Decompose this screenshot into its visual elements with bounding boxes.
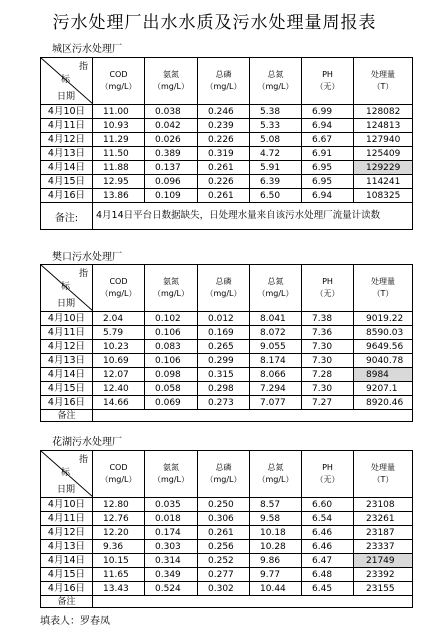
note-empty — [93, 410, 413, 422]
value-cell: 8.041 — [250, 312, 302, 326]
value-cell: 0.083 — [145, 340, 198, 354]
column-header-name: 总磷 — [215, 70, 232, 79]
value-cell: 8.57 — [250, 498, 302, 512]
date-cell: 4月15日 — [41, 382, 93, 396]
column-header-unit: （mg/L） — [257, 289, 294, 298]
table-row — [41, 396, 413, 410]
table-huahu — [40, 450, 413, 608]
value-cell: 23155 — [354, 582, 413, 596]
column-header-name: COD — [109, 463, 128, 472]
column-header — [145, 58, 198, 105]
value-cell: 7.30 — [302, 354, 354, 368]
column-header — [302, 58, 354, 105]
header-biao: 标 — [61, 468, 71, 478]
date-cell: 4月11日 — [41, 512, 93, 526]
date-cell: 4月11日 — [41, 326, 93, 340]
value-cell: 6.45 — [302, 582, 354, 596]
value-cell: 0.524 — [145, 582, 198, 596]
value-cell: 7.36 — [302, 326, 354, 340]
date-cell: 4月10日 — [41, 312, 93, 326]
table-row — [41, 105, 413, 119]
table-row — [41, 582, 413, 596]
value-cell: 9207.1 — [354, 382, 413, 396]
value-cell: 10.28 — [250, 540, 302, 554]
table-fankou — [40, 264, 413, 422]
column-header-name: 总氮 — [267, 277, 284, 286]
value-cell: 0.303 — [145, 540, 198, 554]
date-cell: 4月13日 — [41, 540, 93, 554]
plant-name-chengqu: 城区污水处理厂 — [52, 44, 122, 55]
value-cell: 0.102 — [145, 312, 198, 326]
table-row — [41, 354, 413, 368]
column-header — [145, 451, 198, 498]
table-row — [41, 568, 413, 582]
column-header-unit: （mg/L） — [100, 475, 137, 484]
value-cell: 127940 — [354, 133, 413, 147]
value-cell: 6.60 — [302, 498, 354, 512]
value-cell: 128082 — [354, 105, 413, 119]
column-header-name: 处理量 — [371, 277, 395, 286]
value-cell: 6.46 — [302, 540, 354, 554]
value-cell: 6.48 — [302, 568, 354, 582]
table-row — [41, 498, 413, 512]
value-cell: 23392 — [354, 568, 413, 582]
value-cell: 5.91 — [250, 161, 302, 175]
column-header-unit: （mg/L） — [205, 475, 242, 484]
value-cell: 12.40 — [93, 382, 145, 396]
value-cell: 0.169 — [198, 326, 250, 340]
value-cell: 14.66 — [93, 396, 145, 410]
header-row — [41, 58, 413, 105]
value-cell: 23187 — [354, 526, 413, 540]
date-cell: 4月16日 — [41, 582, 93, 596]
table-row — [41, 540, 413, 554]
column-header — [354, 58, 413, 105]
value-cell: 23261 — [354, 512, 413, 526]
column-header-unit: （mg/L） — [205, 82, 242, 91]
column-header — [302, 265, 354, 312]
value-cell: 0.106 — [145, 354, 198, 368]
table-row — [41, 161, 413, 175]
value-cell: 8.174 — [250, 354, 302, 368]
column-header-name: 氨氮 — [163, 463, 179, 472]
value-cell: 6.99 — [302, 105, 354, 119]
header-date: 日期 — [57, 485, 76, 495]
column-header — [145, 265, 198, 312]
value-cell: 0.314 — [145, 554, 198, 568]
value-cell: 10.69 — [93, 354, 145, 368]
column-header — [250, 58, 302, 105]
value-cell: 114241 — [354, 175, 413, 189]
value-cell: 8.066 — [250, 368, 302, 382]
column-header-unit: （T） — [372, 475, 394, 484]
value-cell: 9649.56 — [354, 340, 413, 354]
table-row — [41, 554, 413, 568]
value-cell: 11.88 — [93, 161, 145, 175]
value-cell: 12.95 — [93, 175, 145, 189]
header-zhi: 指 — [78, 455, 88, 465]
value-cell: 5.79 — [93, 326, 145, 340]
value-cell: 6.91 — [302, 147, 354, 161]
date-cell: 4月13日 — [41, 354, 93, 368]
date-cell: 4月10日 — [41, 105, 93, 119]
value-cell: 0.038 — [145, 105, 198, 119]
column-header-name: COD — [109, 70, 128, 79]
date-cell: 4月11日 — [41, 119, 93, 133]
header-row — [41, 451, 413, 498]
date-cell: 4月12日 — [41, 526, 93, 540]
column-header-unit: （mg/L） — [100, 82, 137, 91]
header-date: 日期 — [57, 92, 76, 102]
note-row — [41, 596, 413, 608]
column-header-unit: （无） — [315, 475, 340, 484]
note-text: 4月14日平台日数据缺失，日处理水量来自该污水处理厂流量计读数 — [93, 203, 413, 230]
value-cell: 0.250 — [198, 498, 250, 512]
column-header — [93, 58, 145, 105]
column-header-name: 氨氮 — [163, 70, 179, 79]
header-biao: 标 — [61, 282, 71, 292]
value-cell: 0.319 — [198, 147, 250, 161]
filler-name: 填表人：罗春凤 — [40, 616, 110, 627]
value-cell: 108325 — [354, 189, 413, 203]
value-cell: 0.012 — [198, 312, 250, 326]
value-cell: 0.096 — [145, 175, 198, 189]
table-row — [41, 382, 413, 396]
value-cell: 8590.03 — [354, 326, 413, 340]
header-row — [41, 265, 413, 312]
value-cell: 0.026 — [145, 133, 198, 147]
column-header-unit: （T） — [372, 82, 394, 91]
table-row — [41, 312, 413, 326]
value-cell: 0.174 — [145, 526, 198, 540]
header-zhi: 指 — [78, 62, 88, 72]
column-header-unit: （mg/L） — [205, 289, 242, 298]
value-cell: 125409 — [354, 147, 413, 161]
column-header-name: 处理量 — [371, 70, 395, 79]
column-header-name: PH — [322, 70, 333, 79]
value-cell: 6.47 — [302, 554, 354, 568]
column-header — [302, 451, 354, 498]
value-cell: 13.86 — [93, 189, 145, 203]
value-cell: 11.50 — [93, 147, 145, 161]
table-row — [41, 512, 413, 526]
value-cell: 11.29 — [93, 133, 145, 147]
value-cell: 5.08 — [250, 133, 302, 147]
column-header — [250, 265, 302, 312]
value-cell: 5.38 — [250, 105, 302, 119]
value-cell: 0.098 — [145, 368, 198, 382]
column-header-unit: （mg/L） — [257, 82, 294, 91]
note-empty — [93, 596, 413, 608]
column-header-name: 总氮 — [267, 463, 284, 472]
value-cell: 0.261 — [198, 189, 250, 203]
value-cell: 9040.78 — [354, 354, 413, 368]
value-cell: 9.055 — [250, 340, 302, 354]
value-cell: 129229 — [354, 161, 413, 175]
column-header-name: PH — [322, 463, 333, 472]
value-cell: 7.38 — [302, 312, 354, 326]
column-header-name: 处理量 — [371, 463, 395, 472]
value-cell: 0.252 — [198, 554, 250, 568]
column-header-unit: （T） — [372, 289, 394, 298]
column-header — [198, 265, 250, 312]
column-header — [93, 451, 145, 498]
column-header-unit: （无） — [315, 82, 340, 91]
table-row — [41, 526, 413, 540]
table-row — [41, 133, 413, 147]
table-row — [41, 147, 413, 161]
value-cell: 0.069 — [145, 396, 198, 410]
value-cell: 0.265 — [198, 340, 250, 354]
column-header-name: 氨氮 — [163, 277, 179, 286]
value-cell: 6.94 — [302, 119, 354, 133]
column-header-unit: （mg/L） — [152, 82, 190, 91]
plant-name-huahu: 花湖污水处理厂 — [52, 437, 122, 448]
value-cell: 10.18 — [250, 526, 302, 540]
value-cell: 6.95 — [302, 161, 354, 175]
value-cell: 0.246 — [198, 105, 250, 119]
value-cell: 0.035 — [145, 498, 198, 512]
table-row — [41, 326, 413, 340]
date-cell: 4月12日 — [41, 340, 93, 354]
value-cell: 0.306 — [198, 512, 250, 526]
value-cell: 0.106 — [145, 326, 198, 340]
date-cell: 4月16日 — [41, 189, 93, 203]
value-cell: 9.36 — [93, 540, 145, 554]
value-cell: 6.39 — [250, 175, 302, 189]
value-cell: 10.93 — [93, 119, 145, 133]
value-cell: 7.077 — [250, 396, 302, 410]
note-label: 备注 — [41, 596, 93, 608]
value-cell: 12.80 — [93, 498, 145, 512]
column-header-unit: （mg/L） — [152, 475, 190, 484]
value-cell: 10.23 — [93, 340, 145, 354]
date-cell: 4月14日 — [41, 161, 93, 175]
value-cell: 12.76 — [93, 512, 145, 526]
corner-cell — [41, 451, 93, 498]
value-cell: 6.95 — [302, 175, 354, 189]
value-cell: 0.302 — [198, 582, 250, 596]
column-header-name: COD — [109, 277, 128, 286]
value-cell: 5.33 — [250, 119, 302, 133]
table-row — [41, 119, 413, 133]
table-chengqu — [40, 57, 413, 230]
table-row — [41, 340, 413, 354]
value-cell: 12.20 — [93, 526, 145, 540]
note-row — [41, 410, 413, 422]
value-cell: 0.261 — [198, 161, 250, 175]
value-cell: 6.46 — [302, 526, 354, 540]
table-row — [41, 368, 413, 382]
column-header-name: PH — [322, 277, 333, 286]
value-cell: 11.65 — [93, 568, 145, 582]
header-zhi: 指 — [78, 269, 88, 279]
value-cell: 12.07 — [93, 368, 145, 382]
date-cell: 4月10日 — [41, 498, 93, 512]
value-cell: 13.43 — [93, 582, 145, 596]
value-cell: 0.298 — [198, 382, 250, 396]
value-cell: 0.299 — [198, 354, 250, 368]
date-cell: 4月15日 — [41, 568, 93, 582]
header-date: 日期 — [57, 299, 76, 309]
column-header-name: 总磷 — [215, 277, 232, 286]
value-cell: 23108 — [354, 498, 413, 512]
column-header-unit: （mg/L） — [100, 289, 137, 298]
value-cell: 6.54 — [302, 512, 354, 526]
column-header-unit: （mg/L） — [152, 289, 190, 298]
date-cell: 4月14日 — [41, 368, 93, 382]
value-cell: 8.072 — [250, 326, 302, 340]
value-cell: 0.018 — [145, 512, 198, 526]
corner-cell — [41, 265, 93, 312]
column-header — [250, 451, 302, 498]
value-cell: 6.50 — [250, 189, 302, 203]
value-cell: 124813 — [354, 119, 413, 133]
value-cell: 0.058 — [145, 382, 198, 396]
column-header — [93, 265, 145, 312]
column-header — [354, 451, 413, 498]
column-header-unit: （mg/L） — [257, 475, 294, 484]
value-cell: 10.15 — [93, 554, 145, 568]
value-cell: 8984 — [354, 368, 413, 382]
note-row — [41, 203, 413, 230]
value-cell: 9019.22 — [354, 312, 413, 326]
column-header — [198, 451, 250, 498]
value-cell: 0.277 — [198, 568, 250, 582]
value-cell: 7.294 — [250, 382, 302, 396]
column-header — [354, 265, 413, 312]
value-cell: 9.86 — [250, 554, 302, 568]
column-header-name: 总磷 — [215, 463, 232, 472]
value-cell: 2.04 — [93, 312, 145, 326]
corner-cell — [41, 58, 93, 105]
value-cell: 0.226 — [198, 133, 250, 147]
column-header-unit: （无） — [315, 289, 340, 298]
date-cell: 4月16日 — [41, 396, 93, 410]
date-cell: 4月13日 — [41, 147, 93, 161]
date-cell: 4月14日 — [41, 554, 93, 568]
date-cell: 4月15日 — [41, 175, 93, 189]
value-cell: 4.72 — [250, 147, 302, 161]
value-cell: 8920.46 — [354, 396, 413, 410]
value-cell: 0.256 — [198, 540, 250, 554]
plant-name-fankou: 樊口污水处理厂 — [52, 252, 122, 263]
column-header — [198, 58, 250, 105]
column-header-name: 总氮 — [267, 70, 284, 79]
value-cell: 0.315 — [198, 368, 250, 382]
report-title: 污水处理厂出水水质及污水处理量周报表 — [52, 13, 377, 33]
value-cell: 11.00 — [93, 105, 145, 119]
value-cell: 9.58 — [250, 512, 302, 526]
value-cell: 0.226 — [198, 175, 250, 189]
value-cell: 6.67 — [302, 133, 354, 147]
value-cell: 0.273 — [198, 396, 250, 410]
value-cell: 0.042 — [145, 119, 198, 133]
table-row — [41, 175, 413, 189]
value-cell: 21749 — [354, 554, 413, 568]
date-cell: 4月12日 — [41, 133, 93, 147]
value-cell: 10.44 — [250, 582, 302, 596]
header-biao: 标 — [61, 75, 71, 85]
note-label: 备注 — [41, 410, 93, 422]
value-cell: 0.137 — [145, 161, 198, 175]
value-cell: 7.30 — [302, 382, 354, 396]
value-cell: 7.30 — [302, 340, 354, 354]
value-cell: 9.77 — [250, 568, 302, 582]
value-cell: 7.28 — [302, 368, 354, 382]
value-cell: 0.239 — [198, 119, 250, 133]
note-label: 备注: — [41, 203, 93, 230]
value-cell: 0.261 — [198, 526, 250, 540]
value-cell: 0.109 — [145, 189, 198, 203]
value-cell: 6.94 — [302, 189, 354, 203]
value-cell: 23337 — [354, 540, 413, 554]
value-cell: 0.389 — [145, 147, 198, 161]
value-cell: 7.27 — [302, 396, 354, 410]
table-row — [41, 189, 413, 203]
value-cell: 0.349 — [145, 568, 198, 582]
